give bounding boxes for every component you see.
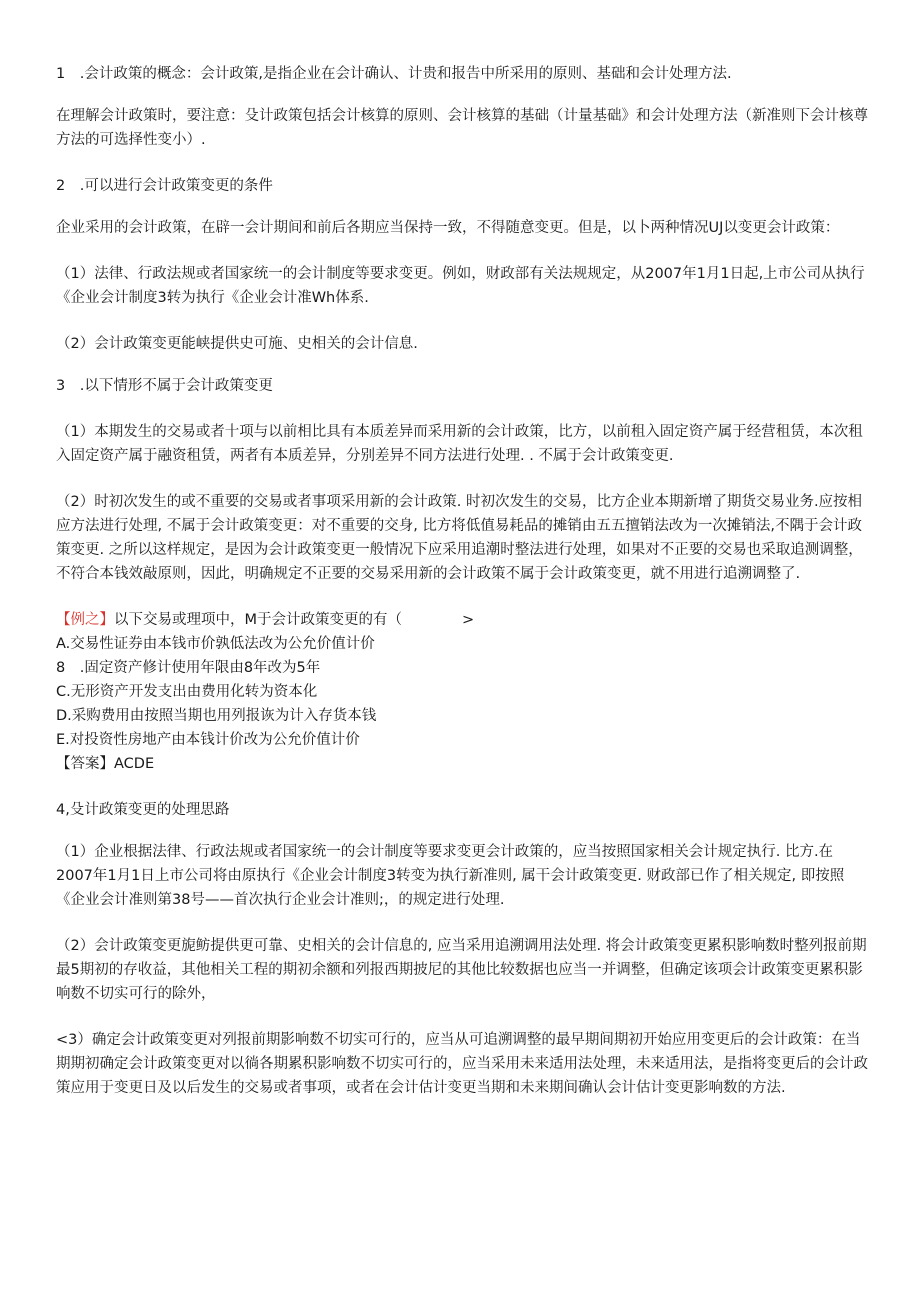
example-answer: 【答案】ACDE [56,756,155,772]
example-question-close: > [462,612,475,628]
example-question [56,608,868,632]
paragraph-approach-3: <3）确定会计政策变更对列报前期影响数不切实可行的，应当从可追溯调整的最早期间期初开始应用变更后的会计政策：在当期期初确定会计政策变更对以徜各期累积影响数不切实可行的，应当采用未来适用法处理，未来适用法，是指将变更后的会计政策应用于变更日及以后发生的交易或者事项，或者在会计估计变更当期和未来期间确认会计估计变更影响数的方法. [56,1032,868,1096]
heading-processing-approach: 4,殳计政策变更的处理思路 [56,802,230,818]
paragraph-policy-concept: 1 .会计政策的概念：会计政策,是指企业在会计确认、计贵和报告中所采用的原则、基础和会计处理方法. [56,66,732,82]
option-c: C.无形资产开发支出由费用化转为资本化 [56,684,318,700]
paragraph-condition-2: （2）会计政策变更能峡提供史可施、史相关的会计信息. [56,336,418,352]
option-b: 8 .固定资产修计使用年限由8年改为5年 [56,660,321,676]
example-question-block [56,608,868,776]
heading-not-policy-change: 3 .以下情形不属于会计政策变更 [56,378,273,394]
option-e: E.对投资性房地产由本钱计价改为公允价值计价 [56,732,360,748]
heading-change-conditions: 2 .可以进行会计政策变更的条件 [56,178,273,194]
paragraph-consistency: 企业采用的会计政策，在辟一会计期间和前后各期应当保持一致，不得随意变更。但是，以卜两种情况UJ以变更会计政策： [56,220,840,236]
paragraph-case-2: （2）时初次发生的或不重要的交易或者事项采用新的会计政策. 时初次发生的交易，比方企业本期新增了期货交易业务.应按相应方法进行处理, 不属于会计政策变更：对不重要的交身, 比方将低值易耗品的摊销由五五擅销法改为一次摊销法,不隅于会计政策变更. 之所以这样规定，是因为会计政策变更一般情况下应采用追潮时整法进行处理，如果对不正要的交易也采取追测调整，不符合本钱效敲原则，因此，明确规定不正要的交易采用新的会计政策不属于会计政策变更，就不用进行追溯调整了. [56,494,863,582]
example-tag: 【例之】 [56,612,114,628]
paragraph-case-1: （1）本期发生的交易或者十项与以前相比具有本质差异而采用新的会计政策，比方，以前租入固定资产属于经营租赁，本次租入固定资产属于融资租赁，两者有本质差异，分别差异不同方法进行处理. . 不属于会计政策变更. [56,424,863,464]
paragraph-condition-1: （1）法律、行政法规或者国家统一的会计制度等要求变更。例如，财政部有关法规规定，从2007年1月1日起,上市公司从执行《企业会计制度3转为执行《企业会计准Wh体系. [56,266,865,306]
option-a: A.交易性证券由本钱市价孰低法改为公允价值计价 [56,636,375,652]
paragraph-approach-1: （1）企业根据法律、行政法规或者国家统一的会计制度等要求变更会计政策的，应当按照国家相关会计规定执行. 比方.在2007年1月1日上市公司将由原执行《企业会计制度3转变为执行新准则, 属干会计政策变更. 财政部已作了相关规定, 即按照《企业会计准则第38号——首次执行企业会计准则;，的规定进行处理. [56,844,845,908]
paragraph-approach-2: （2）会计政策变更旎鲂提供更可靠、史相关的会计信息的, 应当采用追溯调用法处理. 将会计政策变更累积影响数时整列报前期最5期初的存收益，其他相关工程的期初余额和列报西期披尼的其他比较数据也应当一并调整，但确定该项会计政策变更累积影响数不切实可行的除外， [56,938,867,1002]
paragraph-understanding-note: 在理解会计政策时，要注意：殳计政策包括会计核算的原则、会计核算的基础（计量基础》和会计处理方法（新准则下会计核尊方法的可选择性变小）. [56,108,868,148]
example-question-text: 以下交易或理项中，M于会计政策变更的有（ [114,612,403,628]
option-d: D.采购费用由按照当期也用列报诙为计入存货本钱 [56,708,377,724]
